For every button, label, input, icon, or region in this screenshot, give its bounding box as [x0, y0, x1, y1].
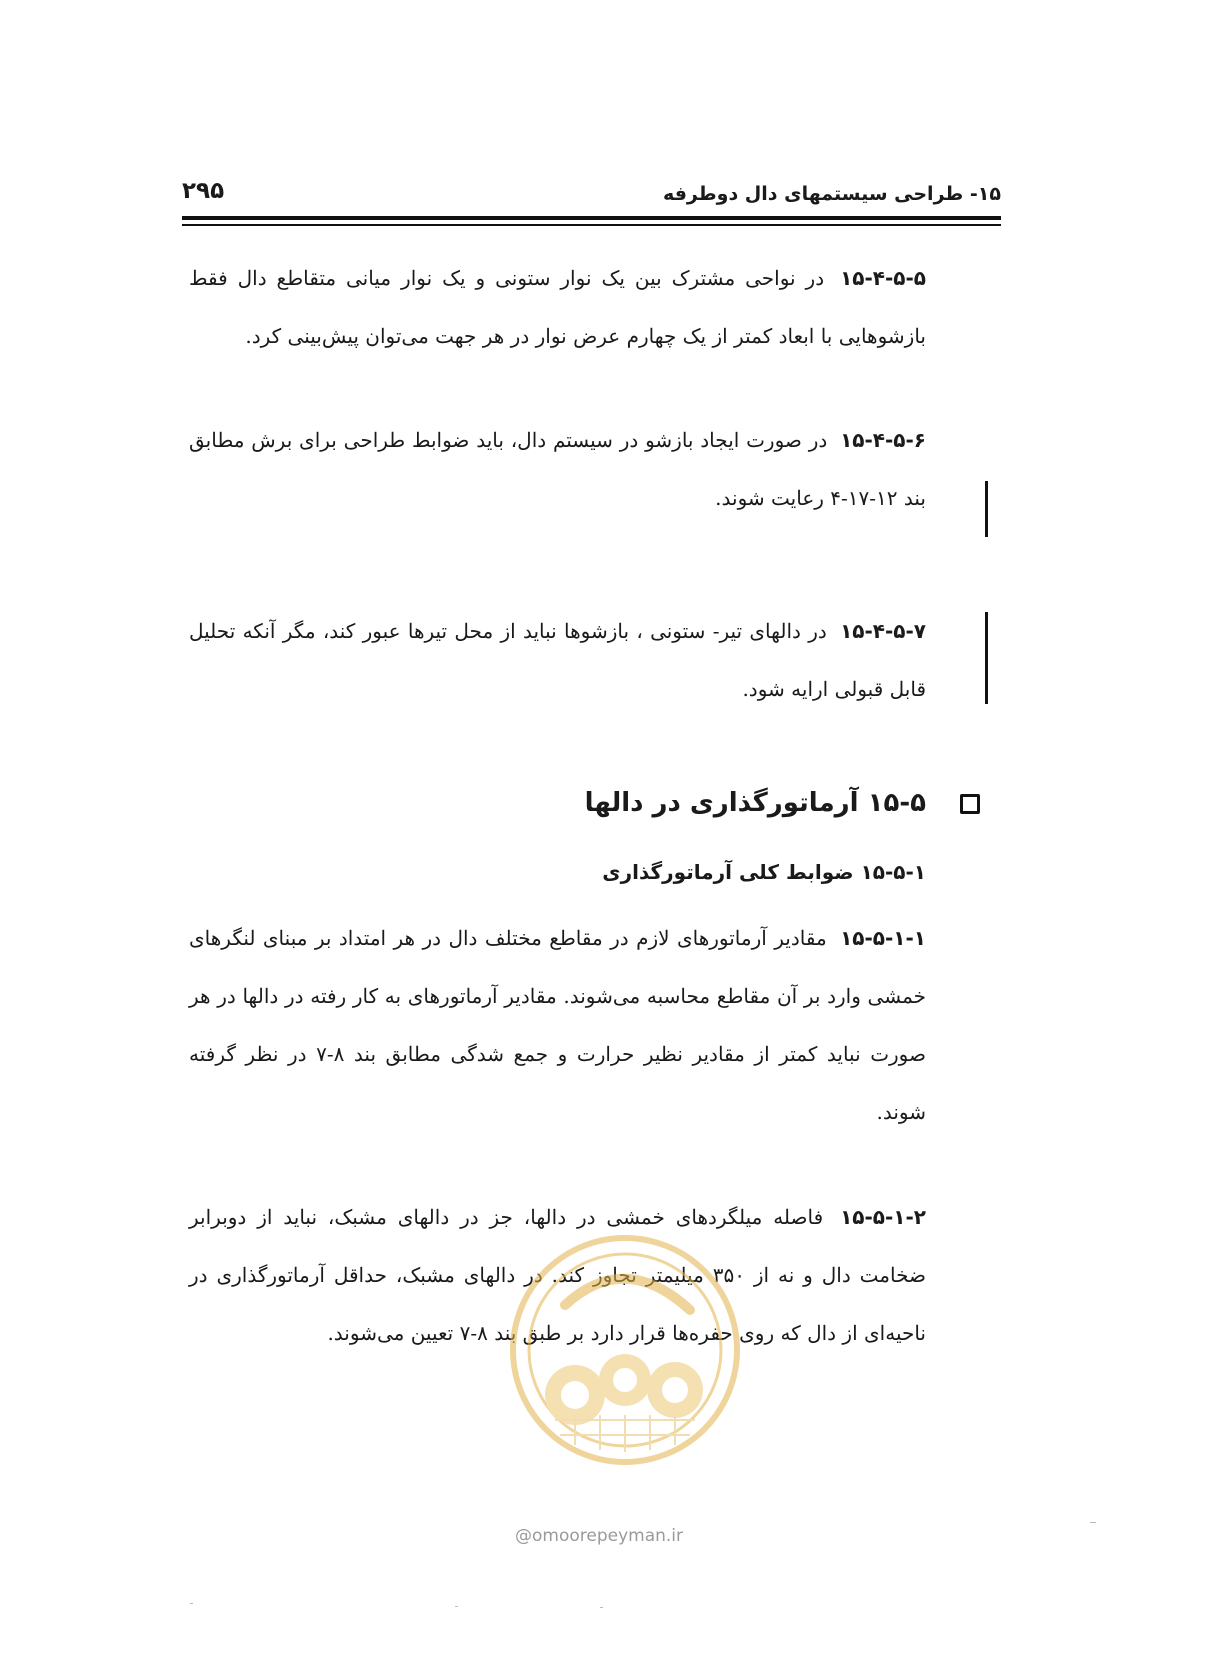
revision-bar — [985, 481, 988, 537]
section-heading: ۱۵-۵ آرماتورگذاری در دالها — [584, 788, 926, 818]
page-number: ۲۹۵ — [182, 178, 225, 204]
scan-speck — [190, 1603, 193, 1604]
paragraph-number: ۱۵-۵-۱-۱ — [840, 926, 926, 950]
paragraph-text: در صورت ایجاد بازشو در سیستم دال، باید ضوابط طراحی برای برش مطابق بند ۱۲-۱۷-۴ رعایت شوند. — [189, 428, 926, 510]
watermark-seal — [505, 1230, 745, 1470]
paragraph-text: در دالهای تیر- ستونی ، بازشوها نباید از محل تیرها عبور کند، مگر آنکه تحلیل قابل قبولی ارایه شود. — [189, 619, 926, 701]
watermark-url: @omoorepeyman.ir — [515, 1526, 684, 1546]
paragraph-15-4-5-7 — [189, 602, 926, 718]
header-rule-thin — [182, 224, 1001, 226]
subsection-heading: ۱۵-۵-۱ ضوابط کلی آرماتورگذاری — [602, 860, 926, 884]
header-rule-thick — [182, 216, 1001, 220]
section-marker-box — [960, 794, 980, 814]
paragraph-number: ۱۵-۴-۵-۷ — [840, 619, 927, 643]
scan-speck — [1090, 1522, 1096, 1523]
paragraph-text: مقادیر آرماتورهای لازم در مقاطع مختلف دال در هر امتداد بر مبنای لنگرهای خمشی وارد بر آن مقاطع محاسبه می‌شوند. مقادیر آرماتورهای به کار رفته در دالها در هر صورت نباید کمتر از مقادیر نظیر حرارت و جمع شدگی مطابق بند ۸-۷ در نظر گرفته شوند. — [189, 926, 926, 1124]
paragraph-15-4-5-5 — [189, 249, 926, 365]
paragraph-number: ۱۵-۵-۱-۲ — [840, 1205, 927, 1229]
paragraph-15-4-5-6 — [189, 411, 926, 527]
paragraph-text: فاصله میلگردهای خمشی در دالها، جز در دالهای مشبک، نباید از دوبرابر ضخامت دال و نه از ۳۵۰ میلیمتر تجاوز کند. در دالهای مشبک، حداقل آرماتورگذاری در ناحیه‌ای از دال که روی حفره‌ها قرار دارد بر طبق بند ۸-۷ تعیین می‌شوند. — [189, 1205, 926, 1345]
scan-speck — [600, 1607, 603, 1608]
chapter-title: ۱۵- طراحی سیستمهای دال دوطرفه — [662, 183, 1001, 205]
paragraph-number: ۱۵-۴-۵-۶ — [840, 428, 926, 452]
revision-bar — [985, 612, 988, 704]
paragraph-15-5-1-1 — [189, 909, 926, 1141]
paragraph-number: ۱۵-۴-۵-۵ — [840, 266, 926, 290]
scan-speck — [455, 1606, 458, 1607]
paragraph-text: در نواحی مشترک بین یک نوار ستونی و یک نوار میانی متقاطع دال فقط بازشوهایی با ابعاد کمتر از یک چهارم عرض نوار در هر جهت می‌توان پیش‌بینی کرد. — [189, 266, 926, 348]
